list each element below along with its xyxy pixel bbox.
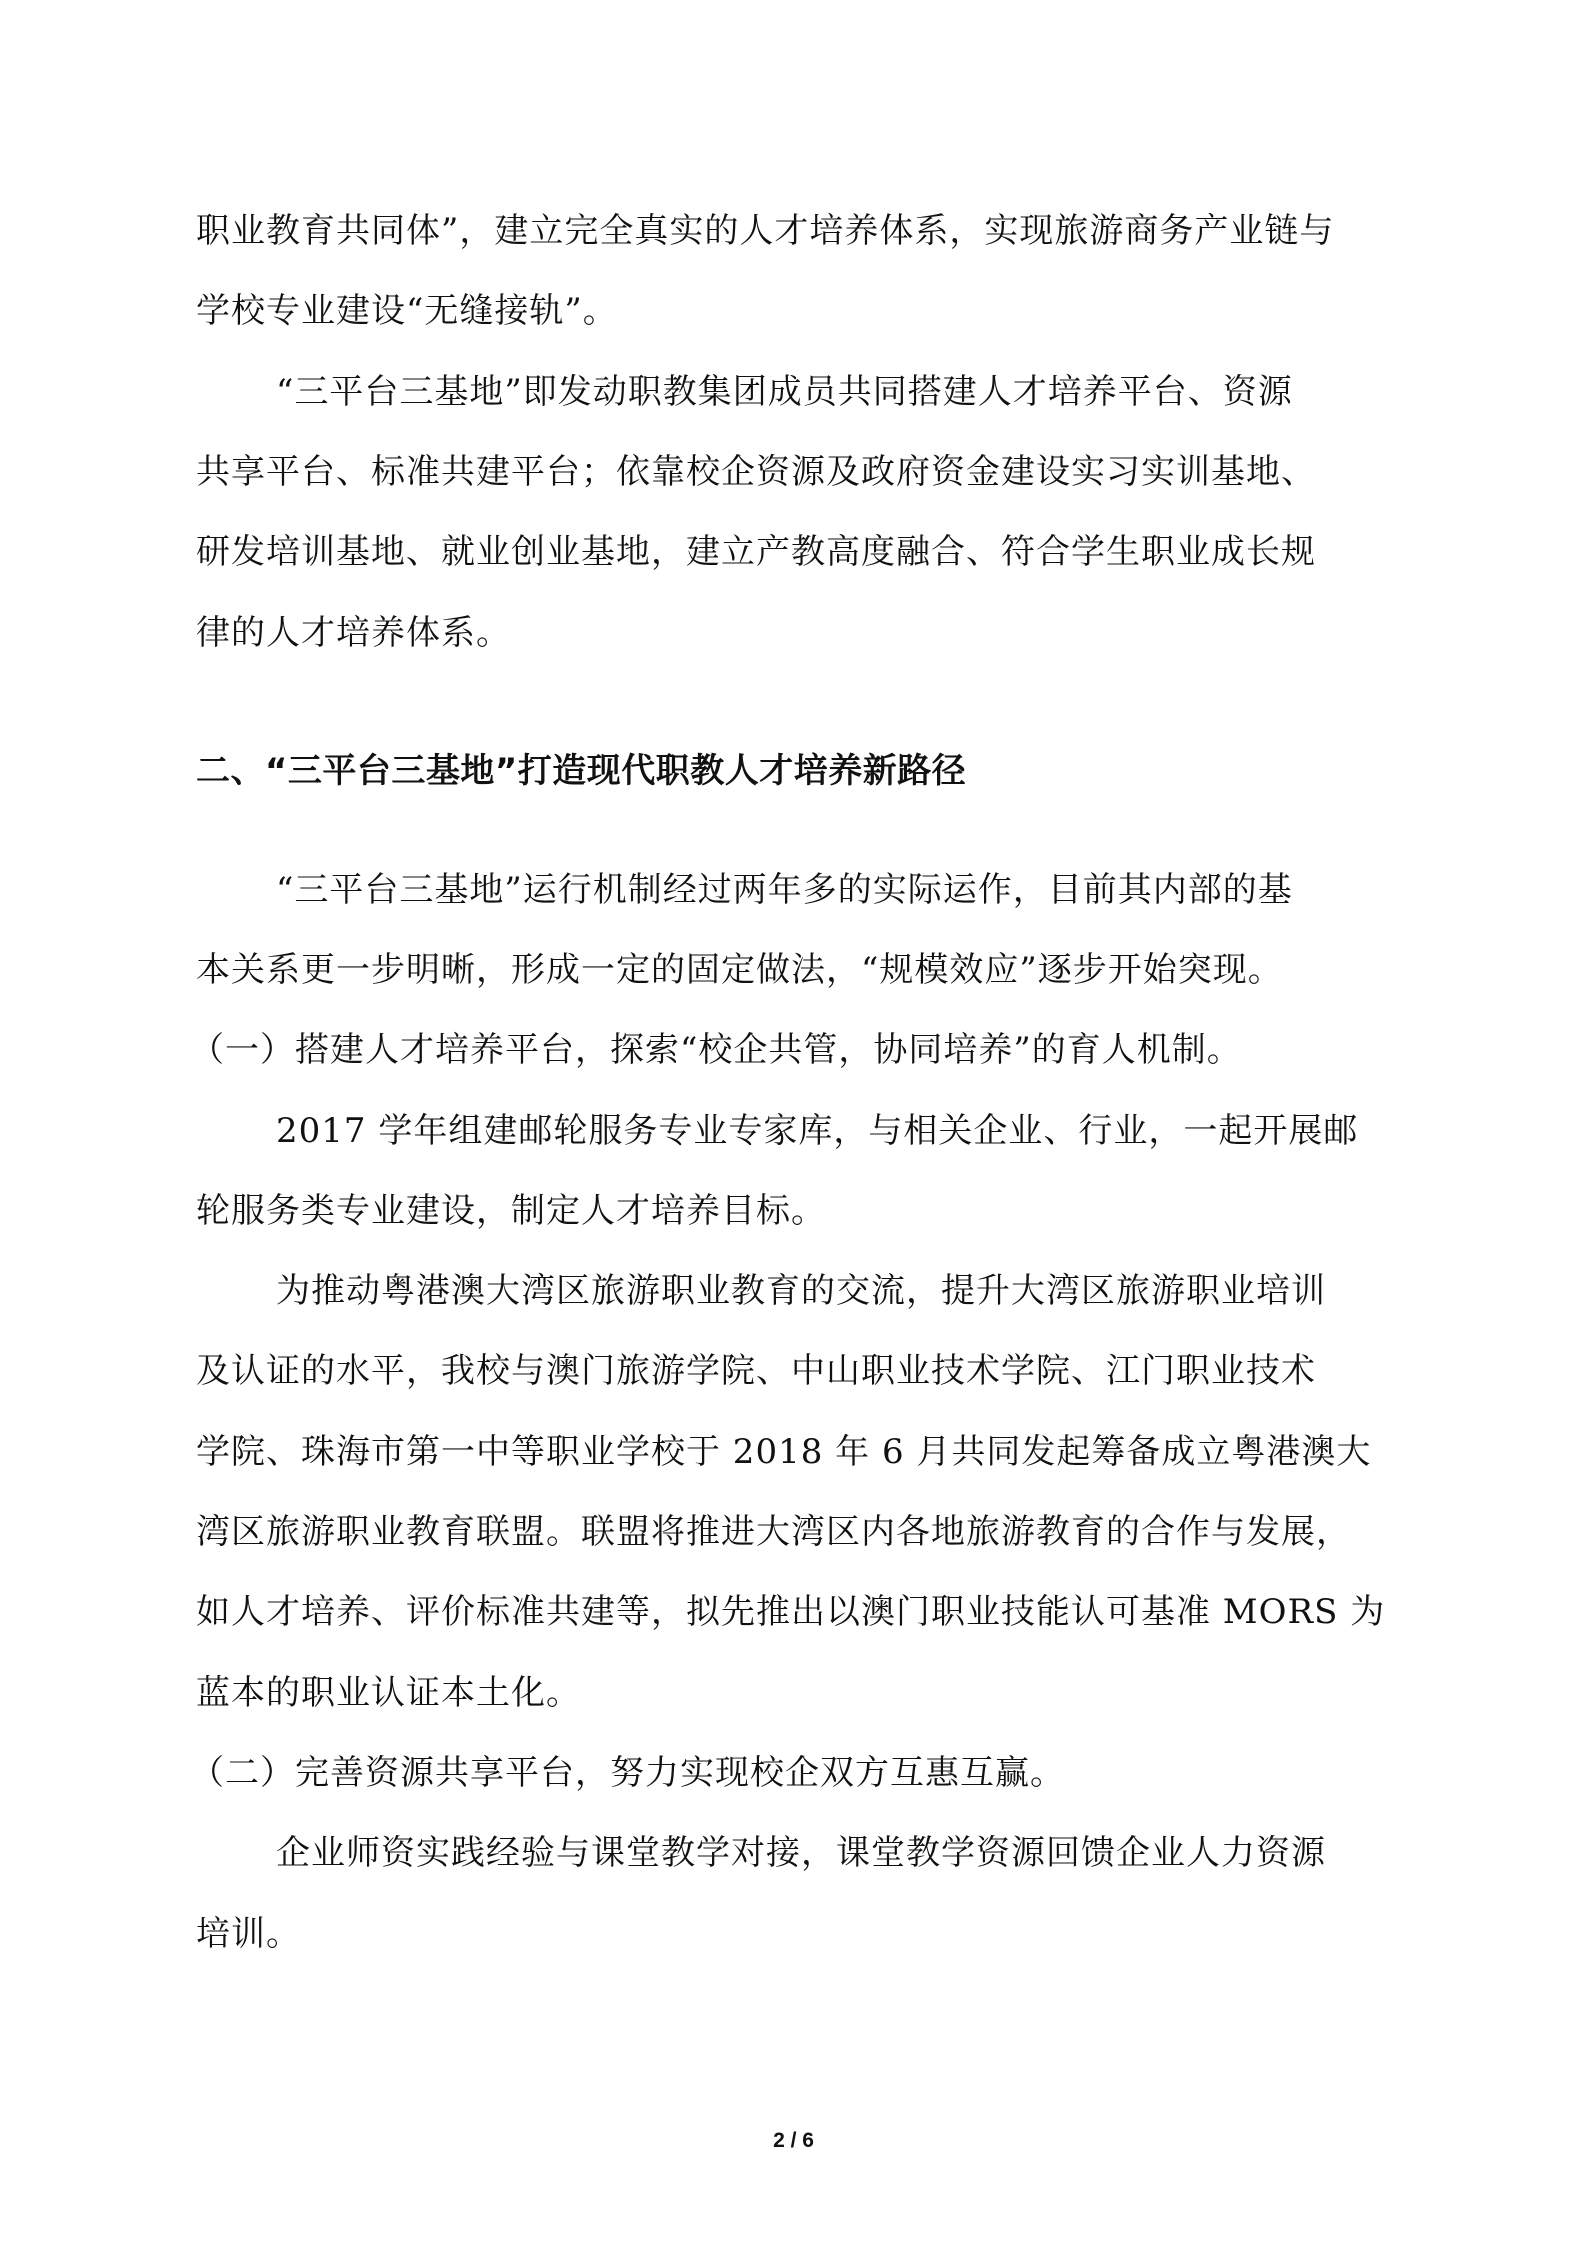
body-line: 蓝本的职业认证本土化。 bbox=[196, 1673, 581, 1713]
body-line: 共享平台、标准共建平台；依靠校企资源及政府资金建设实习实训基地、 bbox=[196, 452, 1316, 492]
body-line: 本关系更一步明晰，形成一定的固定做法，“规模效应”逐步开始突现。 bbox=[196, 950, 1283, 990]
body-line: 湾区旅游职业教育联盟。联盟将推进大湾区内各地旅游教育的合作与发展， bbox=[196, 1512, 1351, 1552]
paragraph-first-line: 企业师资实践经验与课堂教学对接，课堂教学资源回馈企业人力资源 bbox=[276, 1833, 1326, 1873]
section-heading: 二、“三平台三基地”打造现代职教人才培养新路径 bbox=[196, 751, 967, 791]
subsection-heading: （二）完善资源共享平台，努力实现校企双方互惠互赢。 bbox=[190, 1753, 1065, 1793]
body-line: 及认证的水平，我校与澳门旅游学院、中山职业技术学院、江门职业技术 bbox=[196, 1351, 1316, 1391]
body-line: 职业教育共同体”，建立完全真实的人才培养体系，实现旅游商务产业链与 bbox=[196, 211, 1335, 251]
paragraph-first-line: 为推动粤港澳大湾区旅游职业教育的交流，提升大湾区旅游职业培训 bbox=[276, 1271, 1326, 1311]
body-line: 培训。 bbox=[196, 1914, 301, 1954]
subsection-heading: （一）搭建人才培养平台，探索“校企共管，协同培养”的育人机制。 bbox=[190, 1030, 1242, 1070]
body-line: 轮服务类专业建设，制定人才培养目标。 bbox=[196, 1191, 826, 1231]
body-line: 研发培训基地、就业创业基地，建立产教高度融合、符合学生职业成长规 bbox=[196, 532, 1316, 572]
body-line: 学校专业建设“无缝接轨”。 bbox=[196, 291, 618, 331]
body-line: 律的人才培养体系。 bbox=[196, 613, 511, 653]
page-number: 2 / 6 bbox=[773, 2129, 814, 2152]
paragraph-first-line: “三平台三基地”运行机制经过两年多的实际运作，目前其内部的基 bbox=[276, 870, 1293, 910]
body-line: 如人才培养、评价标准共建等，拟先推出以澳门职业技能认可基准 MORS 为 bbox=[196, 1592, 1386, 1632]
paragraph-first-line: 2017 学年组建邮轮服务专业专家库，与相关企业、行业，一起开展邮 bbox=[276, 1111, 1359, 1151]
body-line: 学院、珠海市第一中等职业学校于 2018 年 6 月共同发起筹备成立粤港澳大 bbox=[196, 1432, 1372, 1472]
paragraph-first-line: “三平台三基地”即发动职教集团成员共同搭建人才培养平台、资源 bbox=[276, 372, 1293, 412]
